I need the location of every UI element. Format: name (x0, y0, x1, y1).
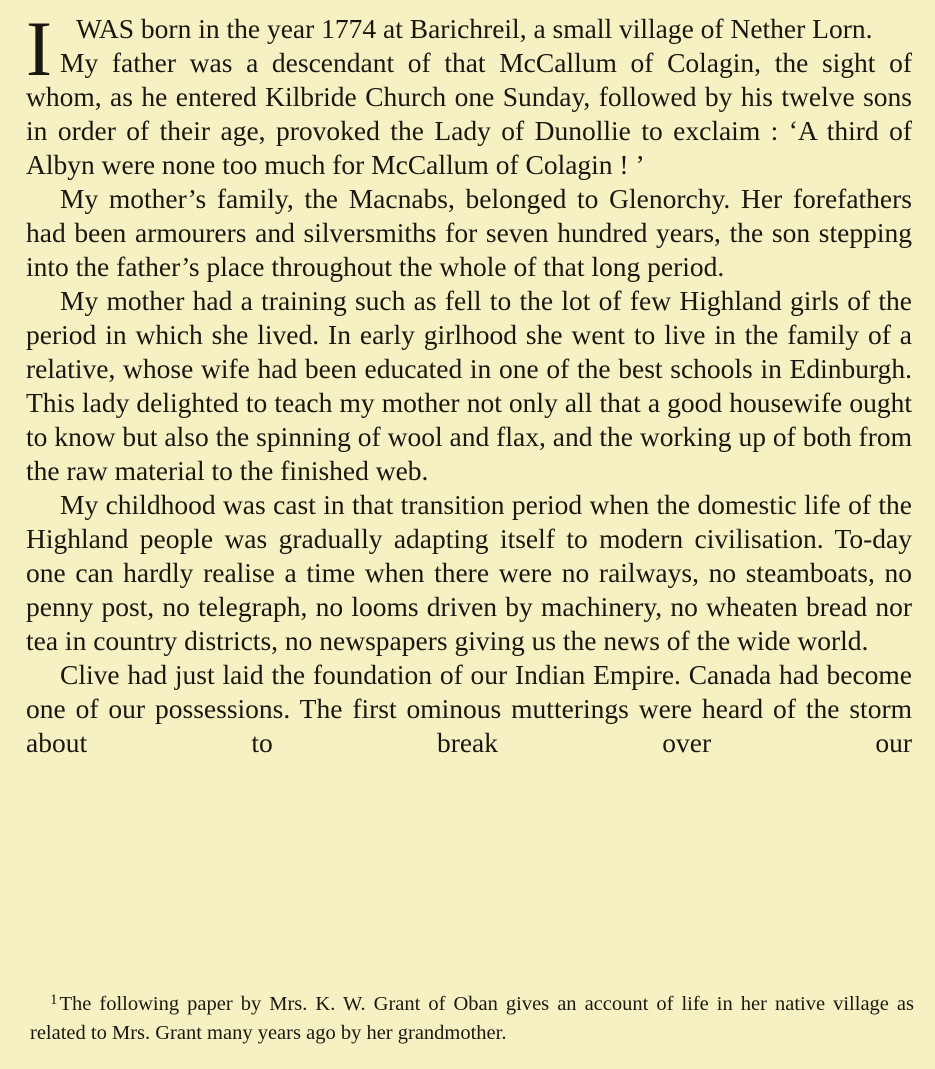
footnote (30, 986, 914, 1048)
paragraph-3: My mother’s family, the Macnabs, belonged to Glenorchy. Her forefathers had been armourers and silversmiths for seven hundred years, the son stepping into the father’s place throughout the whole of that long period. (26, 183, 912, 282)
paragraph-1 (26, 5, 912, 92)
footnote-marker: 1 (50, 992, 58, 1008)
paragraph-4: My mother had a training such as fell to the lot of few Highland girls of the period in which she lived. In early girlhood she went to live in the family of a relative, whose wife had been educated in one of the best schools in Edinburgh. This lady delighted to teach my mother not only all that a good housewife ought to know but also the spinning of wool and flax, and the working up of both from the raw material to the finished web. (26, 285, 912, 486)
paragraph-6: Clive had just laid the foundation of our Indian Empire. Canada had become one of our possessions. The first ominous mutterings were heard of the storm about to break over our (26, 659, 912, 758)
paragraph-1-text: WAS born in the year 1774 at Barichreil, a small village of Nether Lorn. (76, 13, 873, 44)
footnote-text: The following paper by Mrs. K. W. Grant of Oban gives an account of life in her native village as related to Mrs. Grant many years ago by her grandmother. (30, 993, 914, 1044)
paragraph-2: My father was a descendant of that McCallum of Colagin, the sight of whom, as he entered Kilbride Church one Sunday, followed by his twelve sons in order of their age, provoked the Lady of Dunollie to exclaim : ‘A third of Albyn were none too much for McCallum of Colagin ! ’ (26, 47, 912, 180)
body-text (26, 5, 912, 760)
drop-cap: I (26, 5, 52, 92)
paragraph-5: My childhood was cast in that transition period when the domestic life of the Highland people was gradually adapting itself to modern civilisation. To-day one can hardly realise a time when there were no railways, no steamboats, no penny post, no telegraph, no looms driven by machinery, no wheaten bread nor tea in country districts, no newspapers giving us the news of the wide world. (26, 489, 912, 656)
